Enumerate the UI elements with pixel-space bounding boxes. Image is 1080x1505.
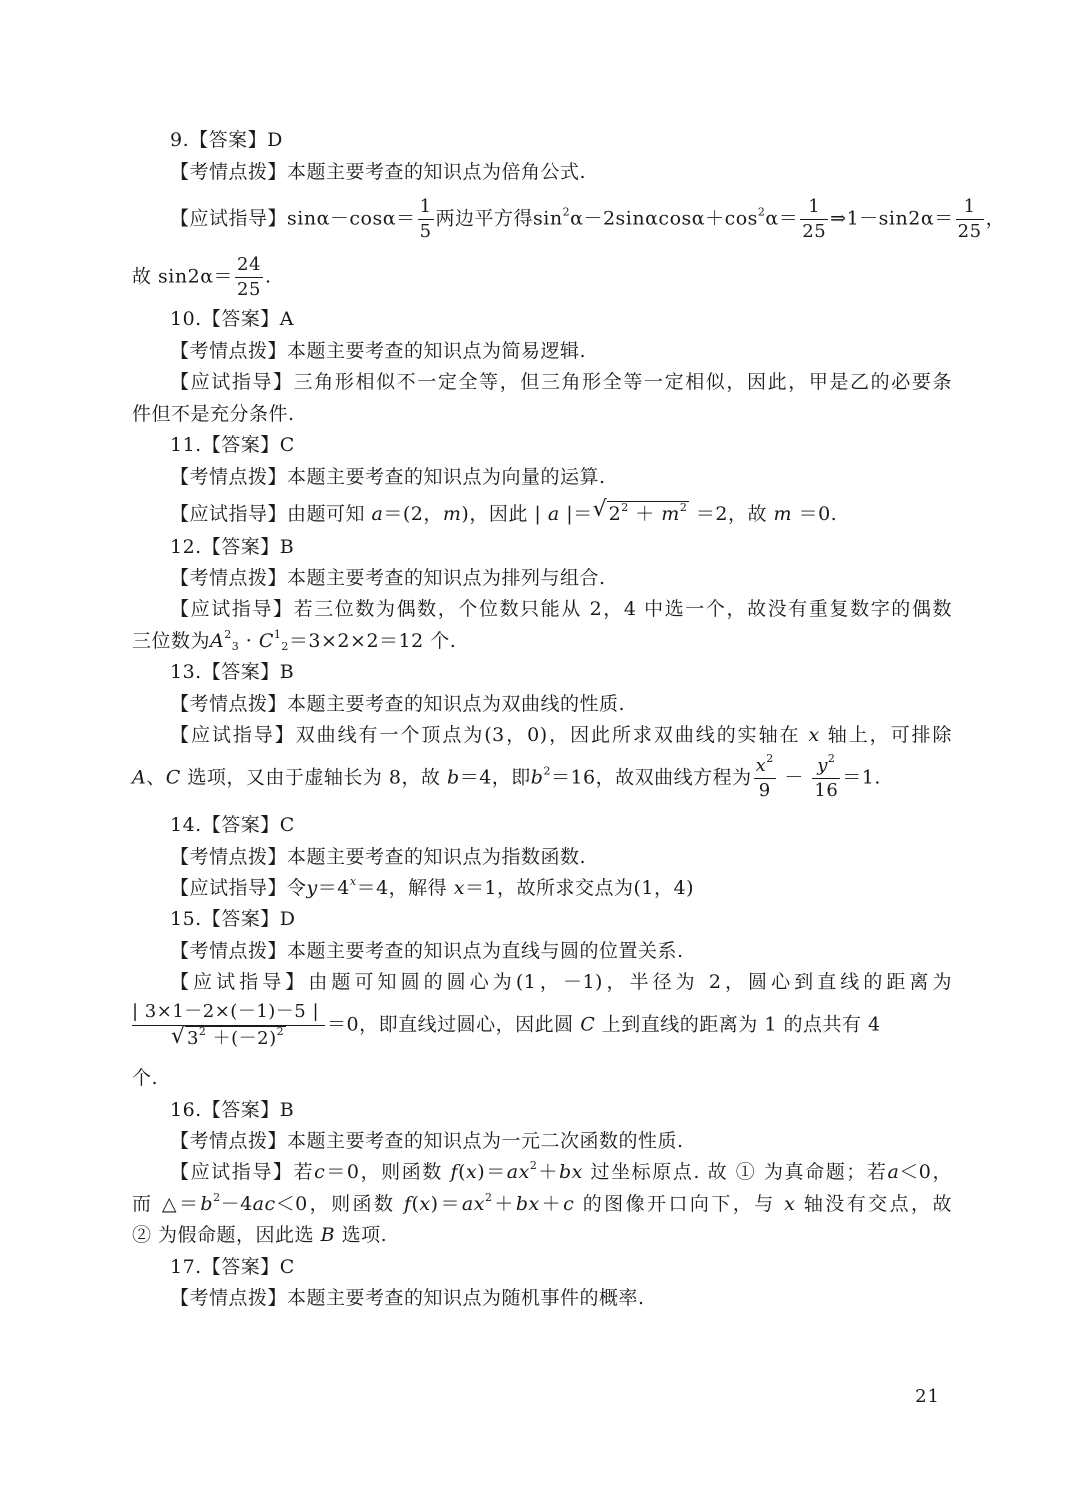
q9-conclusion: 故 sin2α＝ $\frac{24}{25}$ . <box>132 254 272 300</box>
distance-fraction: | 3×1－2×(－1)－5 | √ $3^2 +(-2)^2$ <box>132 1003 325 1048</box>
q13-guide-line2: A、C 选项，又由于虚轴长为 8，故 b＝4，即$b^2=16$，故双曲线方程为 $\frac{x^2}{9}$ － $\frac{y^2}{16}$ ＝1. <box>132 752 881 801</box>
q16-guide-line2: 而 $\triangle=b^2-4ac<0$，则函数 $f(x)=ax^2+bx+c$ 的图像开口向下，与 x 轴没有交点，故 <box>132 1191 952 1215</box>
q12-guide-line2: 三位数为$A^2_3 \cdot C^1_2=3\times 2\times 2=12$ 个. <box>132 628 457 653</box>
sqrt-denominator: √ $3^2 +(-2)^2$ <box>170 1024 285 1049</box>
q16-guide-line1: 【应试指导】若c＝0，则函数 $f(x)=ax^2+bx$ 过坐标原点. 故 ① 为真命题；若a＜0， <box>170 1159 952 1183</box>
q13-answer: 13.【答案】B <box>170 661 295 683</box>
q9-guide: 【应试指导】sinα－cosα＝ $\frac{1}{5}$ 两边平方得$\sin^2\alpha-2\sin\alpha\cos\alpha+\cos^2\alpha=$ $\frac{1}{25}$ ⇒1－sin2α＝ $\frac{1}{25}$ ， <box>170 196 1006 242</box>
q15-guide-line3: 个. <box>132 1067 159 1089</box>
q17-point: 【考情点拨】本题主要考查的知识点为随机事件的概率. <box>170 1287 645 1309</box>
q16-point: 【考情点拨】本题主要考查的知识点为一元二次函数的性质. <box>170 1130 684 1152</box>
frac-x2-9: $\frac{x^2}{9}$ <box>755 752 774 801</box>
q17-answer: 17.【答案】C <box>170 1256 295 1278</box>
frac-y2-16: $\frac{y^2}{16}$ <box>814 752 839 801</box>
frac-1-25: $\frac{1}{25}$ <box>802 196 827 242</box>
q15-point: 【考情点拨】本题主要考查的知识点为直线与圆的位置关系. <box>170 940 684 962</box>
frac-1-25-b: $\frac{1}{25}$ <box>957 196 982 242</box>
q12-answer: 12.【答案】B <box>170 536 295 558</box>
q9-answer: 9.【答案】D <box>170 129 283 151</box>
q10-guide-line2: 件但不是充分条件. <box>132 403 295 425</box>
q11-guide: 【应试指导】由题可知 a＝(2，m)，因此 | a |＝ √ $2^2 + m^2 =2$，故 m ＝0. <box>170 497 838 525</box>
q16-guide-line3: ② 为假命题，因此选 B 选项. <box>132 1224 388 1246</box>
q16-answer: 16.【答案】B <box>170 1099 295 1121</box>
q14-answer: 14.【答案】C <box>170 814 295 836</box>
q12-guide-line1: 【应试指导】若三位数为偶数，个位数只能从 2，4 中选一个，故没有重复数字的偶数 <box>170 598 952 620</box>
q10-answer: 10.【答案】A <box>170 308 294 330</box>
q11-point: 【考情点拨】本题主要考查的知识点为向量的运算. <box>170 466 606 488</box>
q10-guide-line1: 【应试指导】三角形相似不一定全等，但三角形全等一定相似，因此，甲是乙的必要条 <box>170 371 952 393</box>
frac-1-5: $\frac{1}{5}$ <box>419 196 432 242</box>
q11-answer: 11.【答案】C <box>170 434 295 456</box>
q9-point: 【考情点拨】本题主要考查的知识点为倍角公式. <box>170 161 587 183</box>
q10-point: 【考情点拨】本题主要考查的知识点为简易逻辑. <box>170 340 587 362</box>
q15-answer: 15.【答案】D <box>170 908 296 930</box>
page-number: 21 <box>915 1386 940 1407</box>
sqrt-expression: √ $2^2 + m^2$ <box>592 497 688 525</box>
q14-guide: 【应试指导】令$y=4^x=4$，解得 x＝1，故所求交点为(1，4) <box>170 875 695 899</box>
q13-point: 【考情点拨】本题主要考查的知识点为双曲线的性质. <box>170 693 626 715</box>
frac-24-25: $\frac{24}{25}$ <box>237 254 261 300</box>
q15-guide-line1: 【应试指导】由题可知圆的圆心为(1，－1)，半径为 2，圆心到直线的距离为 <box>170 971 952 993</box>
q12-point: 【考情点拨】本题主要考查的知识点为排列与组合. <box>170 567 606 589</box>
q15-guide-line2: | 3×1－2×(－1)－5 | √ $3^2 +(-2)^2$ ＝0，即直线过圆心，因此圆 C 上到直线的距离为 1 的点共有 4 <box>132 1001 881 1049</box>
q13-guide-line1: 【应试指导】双曲线有一个顶点为(3，0)，因此所求双曲线的实轴在 x 轴上，可排除 <box>170 724 952 746</box>
q14-point: 【考情点拨】本题主要考查的知识点为指数函数. <box>170 846 587 868</box>
